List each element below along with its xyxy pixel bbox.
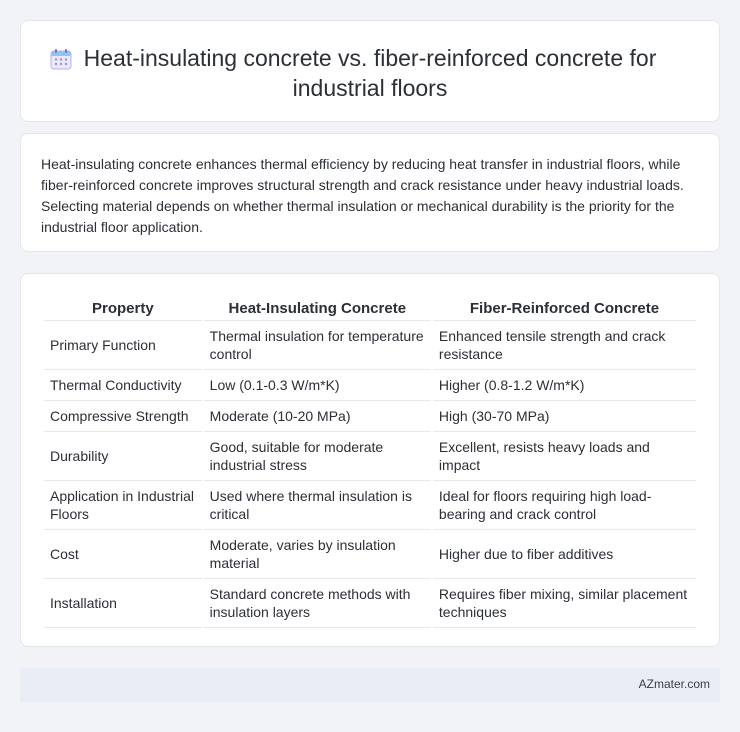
table-cell: Standard concrete methods with insulation layers [204,579,431,628]
table-cell: Thermal Conductivity [44,370,202,401]
footer-brand[interactable]: AZmater.com [638,677,710,691]
table-cell: Installation [44,579,202,628]
column-header: Property [44,294,202,321]
table-cell: Primary Function [44,321,202,370]
table-cell: High (30-70 MPa) [433,401,696,432]
page-title: Heat-insulating concrete vs. fiber-reinforced concrete for industrial floors [83,45,657,101]
title-card [20,20,720,122]
table-cell: Higher due to fiber additives [433,530,696,579]
table-row [44,401,696,432]
table-cell: Higher (0.8-1.2 W/m*K) [433,370,696,401]
table-header-row [44,294,696,321]
table-cell: Requires fiber mixing, similar placement techniques [433,579,696,628]
column-header: Fiber-Reinforced Concrete [433,294,696,321]
comparison-table [42,294,698,628]
table-cell: Moderate, varies by insulation material [204,530,431,579]
table-cell: Application in Industrial Floors [44,481,202,530]
table-cell: Low (0.1-0.3 W/m*K) [204,370,431,401]
table-cell: Compressive Strength [44,401,202,432]
table-row [44,321,696,370]
summary-text: Heat-insulating concrete enhances thermal efficiency by reducing heat transfer in industrial floors, while fiber-reinforced concrete improves structural strength and crack resistance under heavy industrial loads. Selecting material depends on whether thermal insulation or mechanical durability is the priority for the industrial floor application. [41,156,684,235]
table-row [44,530,696,579]
table-cell: Durability [44,432,202,481]
table-row [44,481,696,530]
table-cell: Thermal insulation for temperature control [204,321,431,370]
table-cell: Used where thermal insulation is critical [204,481,431,530]
table-cell: Enhanced tensile strength and crack resistance [433,321,696,370]
table-row [44,432,696,481]
table-row [44,370,696,401]
column-header: Heat-Insulating Concrete [204,294,431,321]
table-cell: Excellent, resists heavy loads and impact [433,432,696,481]
table-cell: Cost [44,530,202,579]
comparison-table-card [20,273,720,647]
footer-bar [20,668,720,702]
table-cell: Good, suitable for moderate industrial stress [204,432,431,481]
table-row [44,579,696,628]
table-cell: Moderate (10-20 MPa) [204,401,431,432]
table-cell: Ideal for floors requiring high load-bearing and crack control [433,481,696,530]
summary-card [20,133,720,252]
